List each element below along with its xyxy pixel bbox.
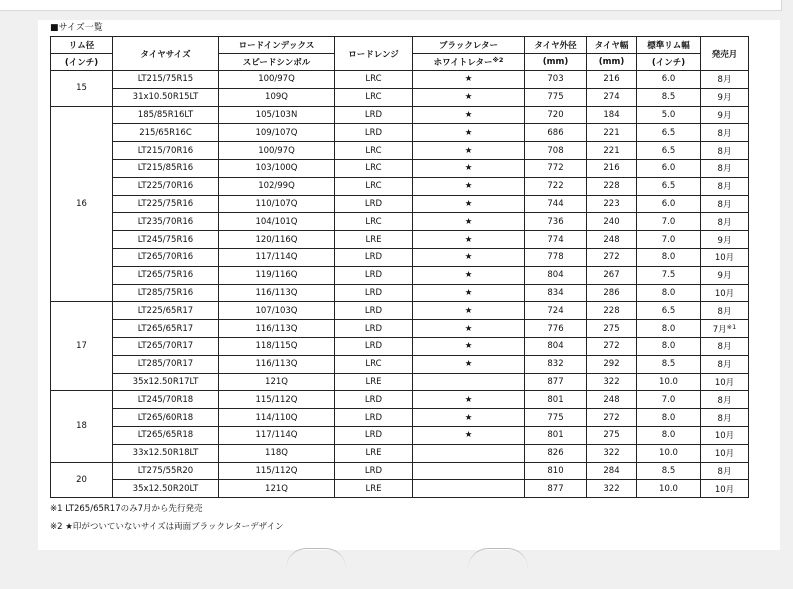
range-cell: LRE [335, 231, 413, 249]
release-cell: 8月 [701, 302, 749, 320]
header-load: ロードインデックス [219, 37, 335, 54]
bottom-decoration-right [468, 548, 528, 589]
size-cell: LT235/70R16 [113, 213, 219, 231]
width-cell: 216 [587, 71, 637, 89]
range-cell: LRD [335, 302, 413, 320]
size-cell: LT225/75R16 [113, 195, 219, 213]
width-cell: 228 [587, 302, 637, 320]
header-row-1 [51, 37, 749, 54]
rimwidth-cell: 6.5 [637, 142, 701, 160]
bottom-decoration-left [286, 548, 346, 589]
width-cell: 223 [587, 195, 637, 213]
release-cell: 9月 [701, 266, 749, 284]
load-cell: 116/113Q [219, 284, 335, 302]
size-cell: LT225/70R16 [113, 177, 219, 195]
range-cell: LRD [335, 195, 413, 213]
size-cell: 33x12.50R18LT [113, 444, 219, 462]
width-cell: 275 [587, 320, 637, 338]
load-cell: 120/116Q [219, 231, 335, 249]
release-cell: 10月 [701, 373, 749, 391]
range-cell: LRC [335, 177, 413, 195]
rim-diameter-cell: 17 [51, 302, 113, 391]
star-cell [413, 373, 525, 391]
diameter-cell: 686 [525, 124, 587, 142]
release-month: 7月 [712, 324, 727, 335]
width-cell: 248 [587, 231, 637, 249]
header-rim: リム径 [51, 37, 113, 54]
range-cell: LRD [335, 248, 413, 266]
star-cell: ★ [413, 266, 525, 284]
width-cell: 275 [587, 426, 637, 444]
range-cell: LRD [335, 391, 413, 409]
star-cell: ★ [413, 88, 525, 106]
load-cell: 109/107Q [219, 124, 335, 142]
width-cell: 267 [587, 266, 637, 284]
width-cell: 184 [587, 106, 637, 124]
size-cell: LT285/70R17 [113, 355, 219, 373]
rimwidth-cell: 8.0 [637, 284, 701, 302]
rimwidth-cell: 6.0 [637, 195, 701, 213]
diameter-cell: 834 [525, 284, 587, 302]
size-cell: LT265/65R17 [113, 320, 219, 338]
range-cell: LRC [335, 71, 413, 89]
rimwidth-cell: 8.0 [637, 320, 701, 338]
size-cell: LT265/70R17 [113, 337, 219, 355]
width-cell: 284 [587, 462, 637, 480]
diameter-cell: 708 [525, 142, 587, 160]
star-cell: ★ [413, 213, 525, 231]
header-diameter: タイヤ外径 [525, 37, 587, 54]
release-cell: 8月 [701, 213, 749, 231]
header-diameter-unit: (mm) [525, 54, 587, 71]
star-cell [413, 480, 525, 498]
page-top-frame [0, 0, 782, 11]
diameter-cell: 720 [525, 106, 587, 124]
size-cell: LT265/65R18 [113, 426, 219, 444]
release-cell: 8月 [701, 124, 749, 142]
table-row [51, 142, 749, 160]
range-cell: LRD [335, 337, 413, 355]
range-cell: LRC [335, 213, 413, 231]
table-row [51, 462, 749, 480]
rimwidth-cell: 10.0 [637, 444, 701, 462]
load-cell: 102/99Q [219, 177, 335, 195]
width-cell: 216 [587, 159, 637, 177]
rimwidth-cell: 7.0 [637, 391, 701, 409]
table-row [51, 337, 749, 355]
diameter-cell: 775 [525, 88, 587, 106]
table-row [51, 266, 749, 284]
rim-diameter-cell: 20 [51, 462, 113, 498]
size-cell: 35x12.50R20LT [113, 480, 219, 498]
table-body [51, 71, 749, 498]
header-rim-unit: (インチ) [51, 54, 113, 71]
size-cell: LT215/85R16 [113, 159, 219, 177]
diameter-cell: 722 [525, 177, 587, 195]
table-row [51, 302, 749, 320]
range-cell: LRD [335, 462, 413, 480]
range-cell: LRD [335, 320, 413, 338]
range-cell: LRD [335, 124, 413, 142]
rimwidth-cell: 8.5 [637, 88, 701, 106]
star-cell: ★ [413, 142, 525, 160]
diameter-cell: 877 [525, 373, 587, 391]
range-cell: LRD [335, 106, 413, 124]
rimwidth-cell: 8.5 [637, 462, 701, 480]
load-cell: 115/112Q [219, 462, 335, 480]
release-cell: 10月 [701, 444, 749, 462]
size-cell: LT265/75R16 [113, 266, 219, 284]
rimwidth-cell: 6.5 [637, 124, 701, 142]
range-cell: LRD [335, 409, 413, 427]
load-cell: 100/97Q [219, 142, 335, 160]
header-size: タイヤサイズ [113, 37, 219, 71]
width-cell: 240 [587, 213, 637, 231]
diameter-cell: 744 [525, 195, 587, 213]
header-white-letter [413, 54, 525, 71]
release-cell: 8月 [701, 177, 749, 195]
range-cell: LRD [335, 266, 413, 284]
rimwidth-cell: 8.0 [637, 409, 701, 427]
diameter-cell: 877 [525, 480, 587, 498]
rimwidth-cell: 6.0 [637, 159, 701, 177]
rimwidth-cell: 6.5 [637, 177, 701, 195]
header-range: ロードレンジ [335, 37, 413, 71]
star-cell: ★ [413, 71, 525, 89]
header-note-mark: ※2 [492, 56, 504, 64]
range-cell: LRD [335, 284, 413, 302]
table-row [51, 88, 749, 106]
load-cell: 116/113Q [219, 355, 335, 373]
diameter-cell: 774 [525, 231, 587, 249]
star-cell: ★ [413, 159, 525, 177]
rimwidth-cell: 8.0 [637, 248, 701, 266]
release-cell: 9月 [701, 231, 749, 249]
width-cell: 322 [587, 444, 637, 462]
range-cell: LRC [335, 159, 413, 177]
width-cell: 248 [587, 391, 637, 409]
load-cell: 105/103N [219, 106, 335, 124]
load-cell: 117/114Q [219, 426, 335, 444]
star-cell: ★ [413, 426, 525, 444]
width-cell: 286 [587, 284, 637, 302]
header-width-unit: (mm) [587, 54, 637, 71]
size-cell: LT215/75R15 [113, 71, 219, 89]
load-cell: 114/110Q [219, 409, 335, 427]
size-cell: 31x10.50R15LT [113, 88, 219, 106]
width-cell: 292 [587, 355, 637, 373]
diameter-cell: 832 [525, 355, 587, 373]
star-cell: ★ [413, 302, 525, 320]
release-cell: 10月 [701, 248, 749, 266]
table-row [51, 284, 749, 302]
width-cell: 272 [587, 409, 637, 427]
table-row [51, 71, 749, 89]
header-rimwidth: 標準リム幅 [637, 37, 701, 54]
load-cell: 100/97Q [219, 71, 335, 89]
range-cell: LRE [335, 444, 413, 462]
load-cell: 110/107Q [219, 195, 335, 213]
size-cell: LT265/70R16 [113, 248, 219, 266]
rim-diameter-cell: 15 [51, 71, 113, 107]
diameter-cell: 724 [525, 302, 587, 320]
width-cell: 322 [587, 480, 637, 498]
rimwidth-cell: 6.0 [637, 71, 701, 89]
load-cell: 117/114Q [219, 248, 335, 266]
star-cell: ★ [413, 248, 525, 266]
release-cell: 8月 [701, 355, 749, 373]
diameter-cell: 826 [525, 444, 587, 462]
star-cell: ★ [413, 409, 525, 427]
rimwidth-cell: 8.0 [637, 426, 701, 444]
table-row [51, 248, 749, 266]
tire-size-table [50, 36, 749, 498]
load-cell: 104/101Q [219, 213, 335, 231]
diameter-cell: 703 [525, 71, 587, 89]
diameter-cell: 776 [525, 320, 587, 338]
content-panel [38, 20, 780, 550]
rimwidth-cell: 5.0 [637, 106, 701, 124]
release-cell: 8月 [701, 142, 749, 160]
star-cell: ★ [413, 106, 525, 124]
load-cell: 121Q [219, 373, 335, 391]
range-cell: LRE [335, 373, 413, 391]
load-cell: 118Q [219, 444, 335, 462]
diameter-cell: 772 [525, 159, 587, 177]
rimwidth-cell: 8.5 [637, 355, 701, 373]
table-row [51, 231, 749, 249]
diameter-cell: 775 [525, 409, 587, 427]
header-white-letter-text: ホワイトレター [433, 58, 493, 68]
load-cell: 119/116Q [219, 266, 335, 284]
load-cell: 116/113Q [219, 320, 335, 338]
table-row [51, 480, 749, 498]
range-cell: LRC [335, 355, 413, 373]
release-cell: 8月 [701, 462, 749, 480]
rimwidth-cell: 10.0 [637, 480, 701, 498]
header-release: 発売月 [701, 37, 749, 71]
table-row [51, 426, 749, 444]
diameter-cell: 804 [525, 337, 587, 355]
diameter-cell: 801 [525, 391, 587, 409]
release-cell: 8月 [701, 159, 749, 177]
table-row [51, 213, 749, 231]
release-cell: 10月 [701, 284, 749, 302]
table-row [51, 159, 749, 177]
rimwidth-cell: 8.0 [637, 337, 701, 355]
release-cell: 8月 [701, 195, 749, 213]
star-cell: ★ [413, 231, 525, 249]
range-cell: LRD [335, 426, 413, 444]
diameter-cell: 778 [525, 248, 587, 266]
load-cell: 118/115Q [219, 337, 335, 355]
star-cell: ★ [413, 124, 525, 142]
star-cell: ★ [413, 320, 525, 338]
range-cell: LRE [335, 480, 413, 498]
range-cell: LRC [335, 88, 413, 106]
size-cell: 185/85R16LT [113, 106, 219, 124]
release-cell: 10月 [701, 426, 749, 444]
header-width: タイヤ幅 [587, 37, 637, 54]
header-speed: スピードシンボル [219, 54, 335, 71]
load-cell: 103/100Q [219, 159, 335, 177]
release-cell [701, 320, 749, 338]
right-gutter [780, 20, 793, 550]
diameter-cell: 810 [525, 462, 587, 480]
table-row [51, 373, 749, 391]
diameter-cell: 736 [525, 213, 587, 231]
table-row [51, 444, 749, 462]
size-cell: 35x12.50R17LT [113, 373, 219, 391]
header-letter: ブラックレター [413, 37, 525, 54]
release-cell: 9月 [701, 88, 749, 106]
rimwidth-cell: 7.0 [637, 231, 701, 249]
release-cell: 8月 [701, 71, 749, 89]
star-cell: ★ [413, 284, 525, 302]
width-cell: 221 [587, 124, 637, 142]
load-cell: 109Q [219, 88, 335, 106]
size-cell: LT265/60R18 [113, 409, 219, 427]
rimwidth-cell: 6.5 [637, 302, 701, 320]
star-cell: ★ [413, 177, 525, 195]
rim-diameter-cell: 18 [51, 391, 113, 462]
load-cell: 115/112Q [219, 391, 335, 409]
rim-diameter-cell: 16 [51, 106, 113, 302]
star-cell [413, 462, 525, 480]
footnote-1: ※1 LT265/65R17のみ7月から先行発売 [50, 504, 203, 514]
diameter-cell: 801 [525, 426, 587, 444]
star-cell: ★ [413, 355, 525, 373]
star-cell: ★ [413, 195, 525, 213]
table-row [51, 355, 749, 373]
size-cell: 215/65R16C [113, 124, 219, 142]
star-cell: ★ [413, 391, 525, 409]
width-cell: 272 [587, 248, 637, 266]
table-row [51, 409, 749, 427]
table-row [51, 195, 749, 213]
release-cell: 8月 [701, 391, 749, 409]
size-cell: LT225/65R17 [113, 302, 219, 320]
range-cell: LRC [335, 142, 413, 160]
width-cell: 322 [587, 373, 637, 391]
rimwidth-cell: 7.5 [637, 266, 701, 284]
release-cell: 9月 [701, 106, 749, 124]
table-row [51, 391, 749, 409]
header-rimwidth-unit: (インチ) [637, 54, 701, 71]
footnote-2: ※2 ★印がついていないサイズは両面ブラックレターデザイン [50, 522, 284, 532]
star-cell [413, 444, 525, 462]
table-row [51, 124, 749, 142]
release-cell: 8月 [701, 409, 749, 427]
size-cell: LT245/70R18 [113, 391, 219, 409]
release-cell: 10月 [701, 480, 749, 498]
load-cell: 107/103Q [219, 302, 335, 320]
load-cell: 121Q [219, 480, 335, 498]
rimwidth-cell: 10.0 [637, 373, 701, 391]
table-row [51, 320, 749, 338]
size-cell: LT285/75R16 [113, 284, 219, 302]
table-row [51, 177, 749, 195]
section-title: ■サイズ一覧 [50, 23, 103, 33]
size-cell: LT275/55R20 [113, 462, 219, 480]
table-row [51, 106, 749, 124]
release-cell: 8月 [701, 337, 749, 355]
rimwidth-cell: 7.0 [637, 213, 701, 231]
star-cell: ★ [413, 337, 525, 355]
width-cell: 228 [587, 177, 637, 195]
width-cell: 221 [587, 142, 637, 160]
release-note-mark: ※1 [726, 322, 737, 331]
width-cell: 272 [587, 337, 637, 355]
size-cell: LT245/75R16 [113, 231, 219, 249]
size-cell: LT215/70R16 [113, 142, 219, 160]
width-cell: 274 [587, 88, 637, 106]
diameter-cell: 804 [525, 266, 587, 284]
